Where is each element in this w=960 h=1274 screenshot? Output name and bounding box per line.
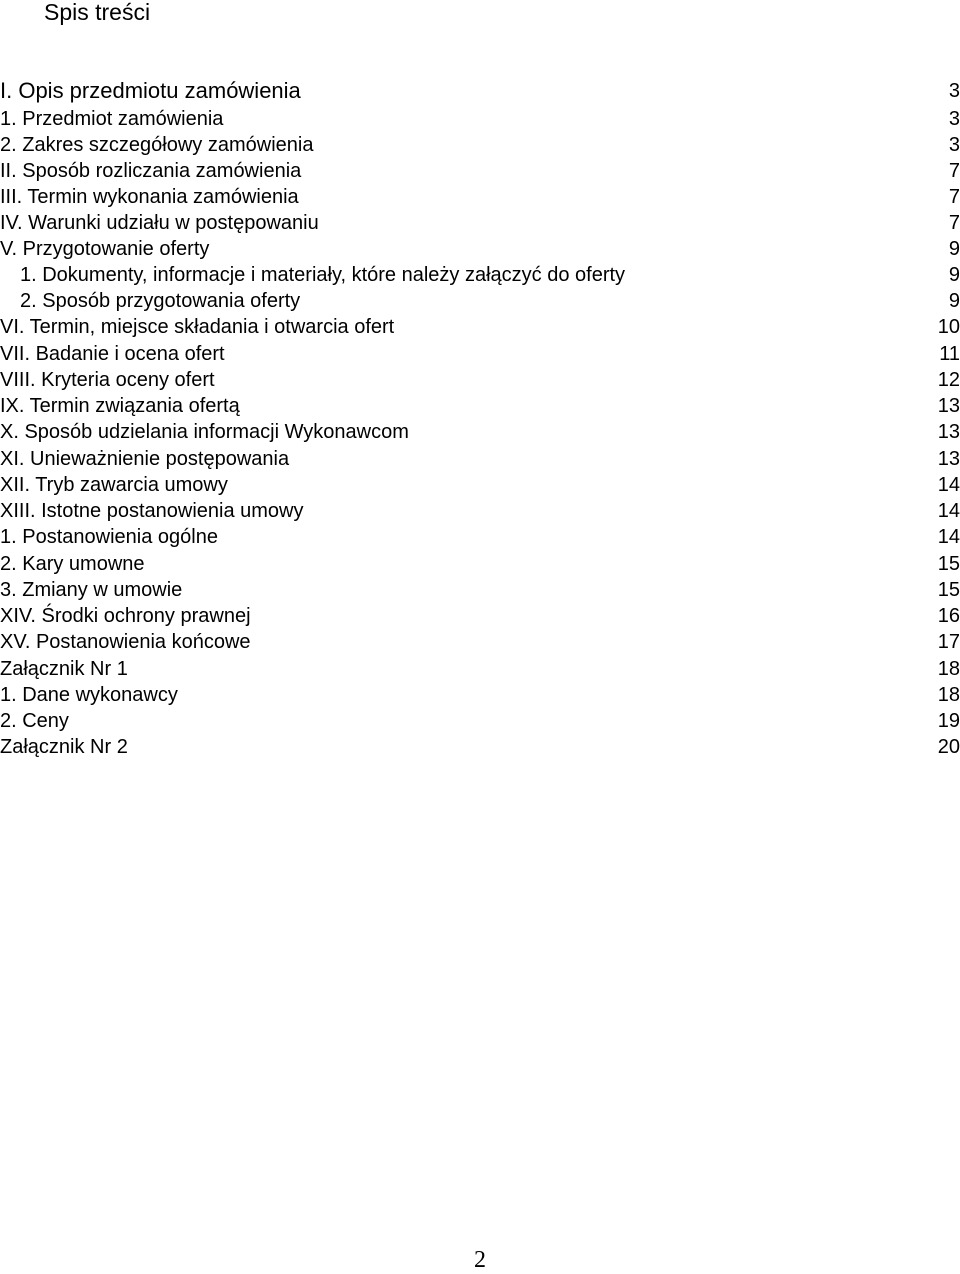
toc-entry-label: 2. Kary umowne	[0, 553, 145, 575]
page-number: 2	[474, 1247, 486, 1273]
toc-entry-page: 18	[937, 658, 960, 680]
toc-entry-label: VII. Badanie i ocena ofert	[0, 343, 225, 365]
toc-entry-label: 2. Ceny	[0, 710, 69, 732]
toc-entry	[0, 734, 960, 760]
toc-entry-label: VIII. Kryteria oceny ofert	[0, 369, 215, 391]
toc-entry-label: 3. Zmiany w umowie	[0, 579, 183, 601]
toc-entry-label: IX. Termin związania ofertą	[0, 395, 240, 417]
toc-entry-page: 13	[937, 448, 960, 470]
toc-entry-page: 13	[937, 395, 960, 417]
toc-entry-label: X. Sposób udzielania informacji Wykonawcom	[0, 421, 409, 443]
toc-entry-page: 14	[937, 474, 960, 496]
toc-entry-label: XIII. Istotne postanowienia umowy	[0, 500, 304, 522]
toc-entry	[0, 577, 960, 603]
toc-entry-label: V. Przygotowanie oferty	[0, 238, 210, 260]
toc-entry-label: VI. Termin, miejsce składania i otwarcia ofert	[0, 316, 395, 338]
toc-entry-page: 3	[948, 134, 960, 156]
toc-entry-label: XII. Tryb zawarcia umowy	[0, 474, 228, 496]
toc-entry-page: 18	[937, 684, 960, 706]
toc-entry-page: 3	[948, 108, 960, 130]
toc-entry	[0, 236, 960, 262]
toc-entry-page: 20	[937, 736, 960, 758]
toc-entry-page: 13	[937, 421, 960, 443]
toc-entry	[0, 393, 960, 419]
toc-entry	[0, 262, 960, 288]
toc-entry	[0, 603, 960, 629]
toc-entry-page: 10	[937, 316, 960, 338]
toc-entry	[0, 158, 960, 184]
toc-entry-page: 17	[937, 631, 960, 653]
toc-entry-page: 12	[937, 369, 960, 391]
toc-entry	[0, 288, 960, 314]
toc-entry-page: 11	[939, 343, 960, 365]
toc-entry-label: I. Opis przedmiotu zamówienia	[0, 78, 301, 103]
toc-entry	[0, 314, 960, 340]
toc-entry-page: 14	[937, 500, 960, 522]
toc-entry	[0, 132, 960, 158]
toc-entry	[0, 367, 960, 393]
toc-entry-page: 9	[948, 264, 960, 286]
toc-entry	[0, 472, 960, 498]
toc-entry-label: XIV. Środki ochrony prawnej	[0, 605, 251, 627]
toc-entry-page: 16	[937, 605, 960, 627]
toc-entry	[0, 446, 960, 472]
toc-entry-label: 1. Postanowienia ogólne	[0, 526, 218, 548]
toc-entry-label: 1. Dokumenty, informacje i materiały, które należy załączyć do oferty	[20, 264, 626, 286]
toc-entry	[0, 106, 960, 132]
toc-entry-page: 7	[948, 212, 960, 234]
toc-entry	[0, 184, 960, 210]
toc-entry-label: 1. Przedmiot zamówienia	[0, 108, 224, 130]
toc-entry-label: XV. Postanowienia końcowe	[0, 631, 251, 653]
toc-title: Spis treści	[44, 0, 151, 25]
toc-entry	[0, 419, 960, 445]
toc-entry-page: 7	[948, 160, 960, 182]
toc-entry-label: 2. Sposób przygotowania oferty	[20, 290, 301, 312]
toc-entry	[0, 341, 960, 367]
toc-entry	[0, 524, 960, 550]
toc-entry-page: 14	[937, 526, 960, 548]
toc-entry	[0, 629, 960, 655]
toc-entry-page: 15	[937, 553, 960, 575]
toc-entry-label: IV. Warunki udziału w postępowaniu	[0, 212, 319, 234]
toc-entry-label: II. Sposób rozliczania zamówienia	[0, 160, 302, 182]
toc-entry-page: 9	[948, 290, 960, 312]
toc-entry-page: 15	[937, 579, 960, 601]
toc-entry-label: Załącznik Nr 2	[0, 736, 128, 758]
toc-entry	[0, 210, 960, 236]
toc-entry	[0, 78, 960, 104]
toc-entry-page: 9	[948, 238, 960, 260]
toc-entry-page: 7	[948, 186, 960, 208]
toc-entry-label: 2. Zakres szczegółowy zamówienia	[0, 134, 314, 156]
toc-entry	[0, 656, 960, 682]
toc-entry	[0, 682, 960, 708]
toc-entry-label: XI. Unieważnienie postępowania	[0, 448, 290, 470]
toc-entry-label: Załącznik Nr 1	[0, 658, 128, 680]
toc-entry	[0, 708, 960, 734]
toc-entry	[0, 551, 960, 577]
toc-entry-label: III. Termin wykonania zamówienia	[0, 186, 299, 208]
toc-entry-page: 3	[948, 80, 960, 102]
toc-entry-page: 19	[937, 710, 960, 732]
toc-entry-label: 1. Dane wykonawcy	[0, 684, 178, 706]
toc-entry	[0, 498, 960, 524]
